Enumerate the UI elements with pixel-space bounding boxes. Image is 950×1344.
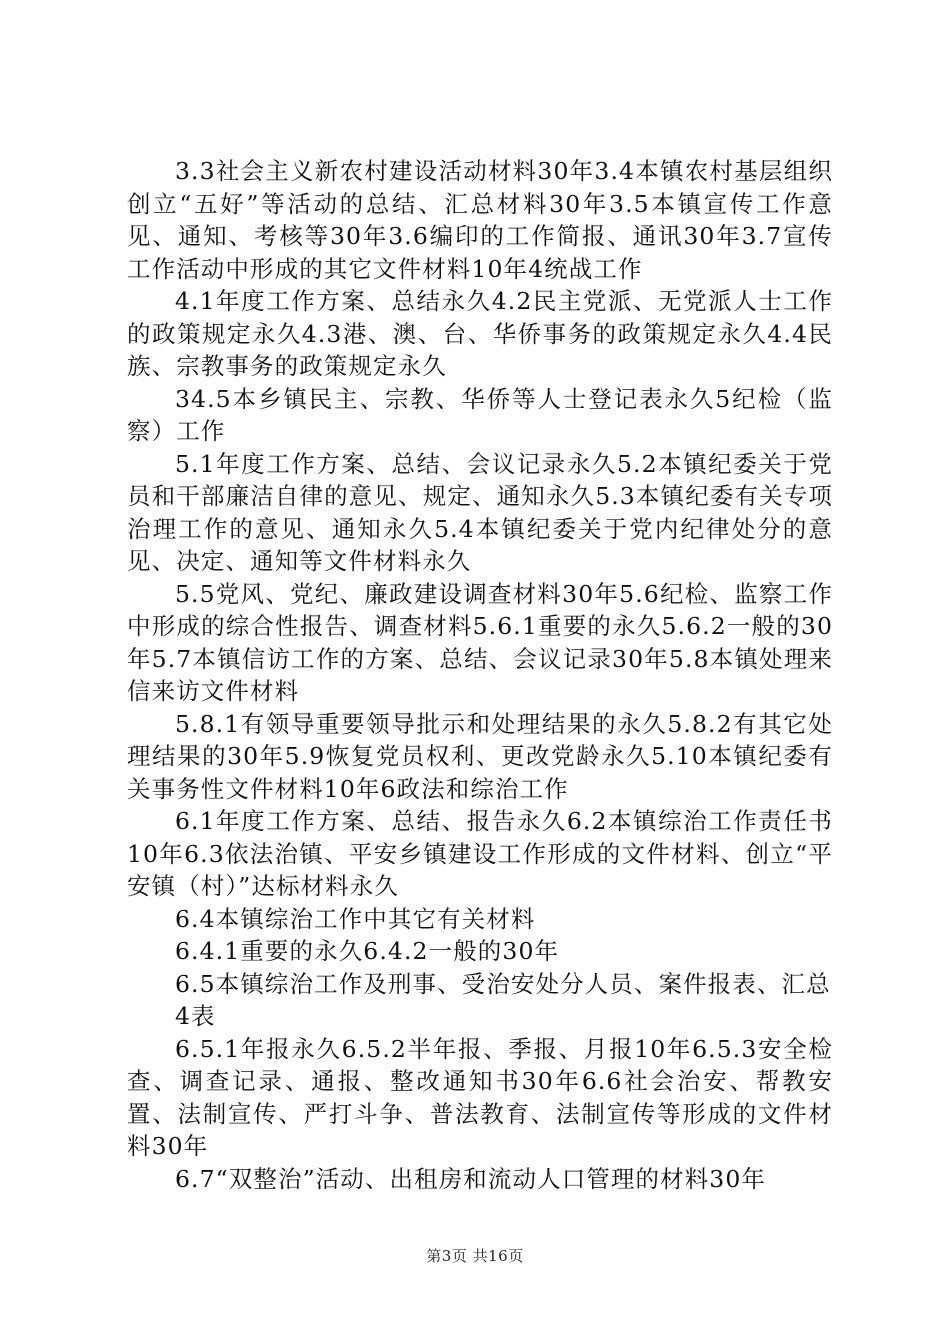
paragraph: 34.5本乡镇民主、宗教、华侨等人士登记表永久5纪检（监察）工作 xyxy=(127,384,833,445)
paragraph: 6.4.1重要的永久6.4.2一般的30年 xyxy=(175,937,560,965)
paragraph: 6.1年度工作方案、总结、报告永久6.2本镇综治工作责任书10年6.3依法治镇、平安乡镇建设工作形成的文件材料、创立“平安镇（村）”达标材料永久 xyxy=(127,807,833,900)
paragraph: 5.5党风、党纪、廉政建设调查材料30年5.6纪检、监察工作中形成的综合性报告、调查材料5.6.1重要的永久5.6.2一般的30年5.7本镇信访工作的方案、总结、会议记录30年5.8本镇处理来信来访文件材料 xyxy=(127,579,833,705)
page-number-footer: 第3页 共16页 xyxy=(426,1247,524,1265)
paragraph: 4.1年度工作方案、总结永久4.2民主党派、无党派人士工作的政策规定永久4.3港、澳、台、华侨事务的政策规定永久4.4民族、宗教事务的政策规定永久 xyxy=(127,287,833,380)
paragraph: 6.5本镇综治工作及刑事、受治安处分人员、案件报表、汇总 xyxy=(175,969,831,998)
document-body xyxy=(127,155,833,1195)
paragraph: 6.7“双整治”活动、出租房和流动人口管理的材料30年 xyxy=(175,1164,767,1193)
paragraph: 6.4本镇综治工作中其它有关材料 xyxy=(175,904,536,933)
paragraph: 3.3社会主义新农村建设活动材料30年3.4本镇农村基层组织创立“五好”等活动的总结、汇总材料30年3.5本镇宣传工作意见、通知、考核等30年3.6编印的工作简报、通讯30年3.7宣传工作活动中形成的其它文件材料10年4统战工作 xyxy=(127,157,833,283)
paragraph: 5.1年度工作方案、总结、会议记录永久5.2本镇纪委关于党员和干部廉洁自律的意见、规定、通知永久5.3本镇纪委有关专项治理工作的意见、通知永久5.4本镇纪委关于党内纪律处分的意见、决定、通知等文件材料永久 xyxy=(127,449,833,575)
paragraph: 5.8.1有领导重要领导批示和处理结果的永久5.8.2有其它处理结果的30年5.9恢复党员权利、更改党龄永久5.10本镇纪委有关事务性文件材料10年6政法和综治工作 xyxy=(127,709,833,803)
paragraph: 4表 xyxy=(175,1002,216,1030)
paragraph: 6.5.1年报永久6.5.2半年报、季报、月报10年6.5.3安全检查、调查记录、通报、整改通知书30年6.6社会治安、帮教安置、法制宣传、严打斗争、普法教育、法制宣传等形成的文件材料30年 xyxy=(127,1034,833,1160)
